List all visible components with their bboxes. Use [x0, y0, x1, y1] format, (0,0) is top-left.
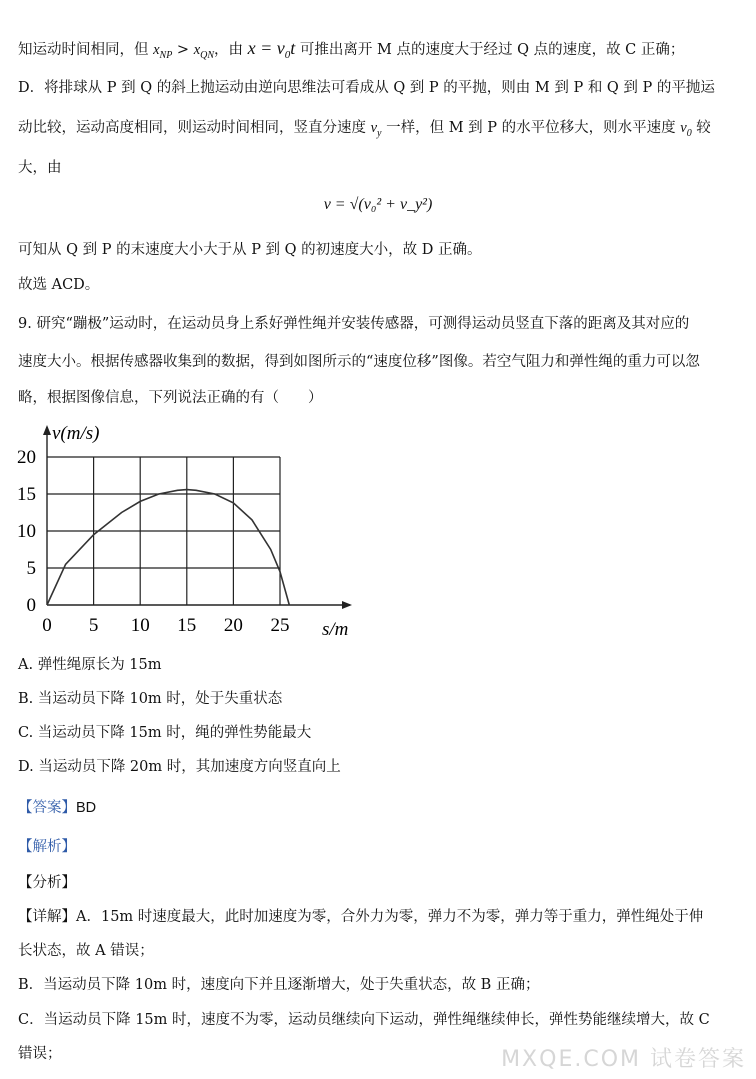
answer-value: BD [76, 800, 97, 816]
question-9-line-1: 9. 研究“蹦极”运动时，在运动员身上系好弹性绳并安装传感器，可测得运动员竖直下落的距离及其对应的 [18, 316, 690, 332]
x-tick-label: 0 [42, 615, 52, 636]
text-line-2: D．将排球从 P 到 Q 的斜上抛运动由逆向思维法可看成从 Q 到 P 的平抛，则由 M 到 P 和 Q 到 P 的平抛运 [18, 80, 715, 96]
y-tick-label: 10 [17, 521, 36, 542]
option-b: B. 当运动员下降 10m 时，处于失重状态 [18, 691, 283, 707]
text-line-1 [18, 38, 684, 66]
text-segment: 知运动时间相同，但 [18, 42, 154, 58]
math-sub: 0 [284, 48, 291, 61]
x-tick-label: 25 [270, 615, 290, 636]
math-formula: x = v [247, 38, 285, 58]
math-sub: NP [159, 49, 173, 61]
x-tick-label: 10 [130, 615, 150, 636]
text-line-4: 大，由 [18, 160, 62, 176]
y-axis-arrow [43, 425, 51, 435]
detail-line-5: 错误； [18, 1046, 62, 1062]
x-tick-label: 15 [177, 615, 197, 636]
y-tick-label: 20 [17, 447, 36, 468]
watermark: MXQE.COM 试卷答案 [501, 1047, 746, 1072]
detail-line-2: 长状态，故 A 错误； [18, 943, 154, 959]
text-line-6: 故选 ACD。 [18, 277, 100, 293]
math-t: t [290, 38, 296, 58]
y-tick-label: 15 [17, 484, 36, 505]
series-line [47, 490, 289, 605]
formula-velocity: v = √(v₀² + v_y²) [323, 196, 433, 213]
text-segment: 较 [691, 120, 711, 136]
text-segment: 动比较，运动高度相同，则运动时间相同，竖直分速度 [18, 120, 371, 136]
math-sub: y [377, 127, 382, 139]
analysis-tag: 【解析】 [18, 839, 76, 855]
math-x: x [193, 42, 201, 58]
option-d: D. 当运动员下降 20m 时，其加速度方向竖直向上 [18, 759, 341, 775]
text-segment: ，由 [214, 42, 248, 58]
text-line-5: 可知从 Q 到 P 的末速度大小大于从 P 到 Q 的初速度大小，故 D 正确。 [18, 242, 482, 258]
question-9-line-3: 略，根据图像信息，下列说法正确的有（ ） [18, 390, 323, 406]
x-axis-arrow [342, 601, 352, 609]
x-tick-label: 5 [88, 615, 99, 636]
y-axis-label: v(m/s) [52, 423, 100, 444]
chart-grid [47, 457, 280, 605]
velocity-displacement-chart [0, 415, 380, 645]
fenxi-tag: 【分析】 [18, 875, 76, 891]
y-tick-label: 5 [26, 558, 36, 579]
detail-line-4: C．当运动员下降 15m 时，速度不为零，运动员继续向下运动，弹性绳继续伸长，弹性势能继续增大，故 C [18, 1012, 710, 1028]
detail-tag: 【详解】 [18, 909, 76, 925]
text-segment: 可推出离开 M 点的速度大于经过 Q 点的速度，故 C 正确； [295, 42, 685, 58]
option-c: C. 当运动员下降 15m 时，绳的弹性势能最大 [18, 725, 312, 741]
text-segment: 一样，但 M 到 P 的水平位移大，则水平速度 [381, 120, 681, 136]
text-line-3 [18, 118, 711, 144]
option-a: A. 弹性绳原长为 15m [18, 657, 162, 673]
chart-ticks [17, 447, 290, 636]
answer-tag: 【答案】 [18, 800, 76, 816]
math-sub: 0 [686, 127, 692, 139]
detail-line-1 [18, 907, 703, 927]
answer [18, 798, 96, 818]
detail-line-3: B．当运动员下降 10m 时，速度向下并且逐渐增大，处于失重状态，故 B 正确； [18, 977, 540, 993]
x-axis-label: s/m [322, 619, 349, 640]
x-tick-label: 20 [223, 615, 243, 636]
math-v: v [680, 120, 687, 136]
question-9-line-2: 速度大小。根据传感器收集到的数据，得到如图所示的“速度位移”图像。若空气阻力和弹性绳的重力可以忽 [18, 354, 700, 370]
math-v: v [370, 120, 378, 136]
chart-axes [43, 425, 352, 609]
math-x: x [153, 42, 160, 58]
y-tick-label: 0 [26, 595, 36, 616]
math-op: > [172, 42, 194, 58]
detail-text: A．15m 时速度最大，此时加速度为零，合外力为零，弹力不为零，弹力等于重力，弹性绳处于伸 [76, 909, 704, 925]
math-sub: QN [200, 49, 215, 61]
